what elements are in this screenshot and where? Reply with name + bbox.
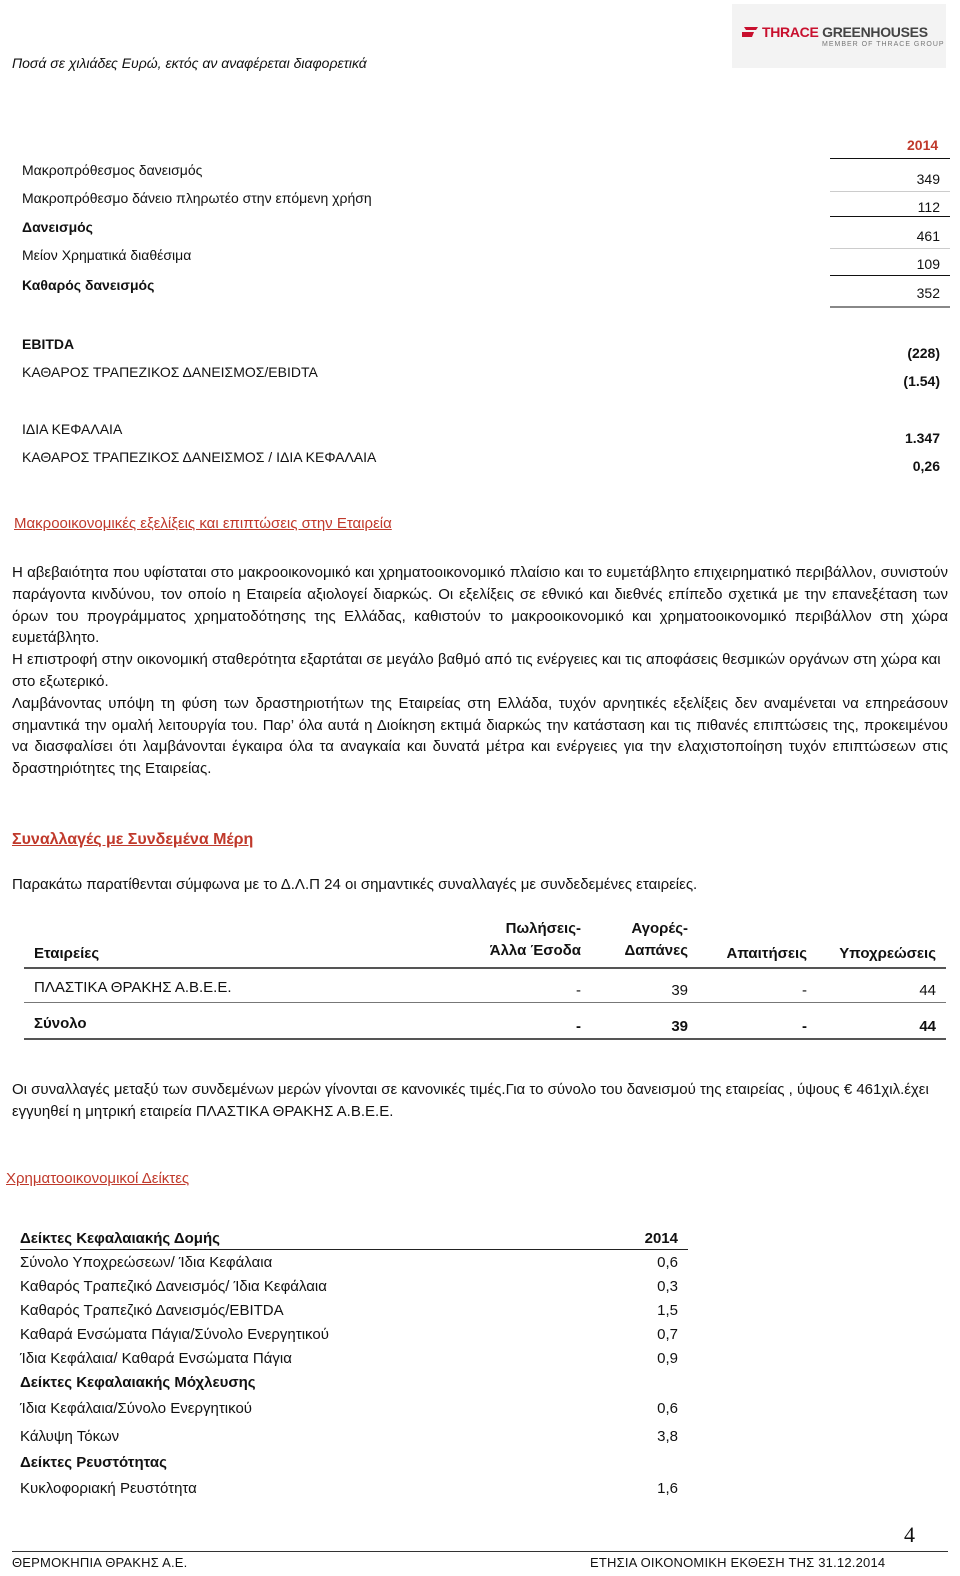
ratio-row bbox=[20, 1322, 688, 1346]
ratio-value: 1,5 bbox=[657, 1301, 678, 1319]
units-note: Ποσά σε χιλιάδες Ευρώ, εκτός αν αναφέρεται διαφορετικά bbox=[12, 55, 367, 71]
macro-text bbox=[12, 562, 948, 780]
ratio-label: Ίδια Κεφάλαια/Σύνολο Ενεργητικού bbox=[20, 1399, 252, 1417]
related-total-label: Σύνολο bbox=[34, 1015, 87, 1032]
debt-label-2: Δανεισμός bbox=[22, 219, 93, 235]
related-note: Οι συναλλαγές μεταξύ των συνδεμένων μερών γίνονται σε κανονικές τιμές.Για το σύνολο του δανεισμού της εταιρείας , ύψους € 461χιλ.έχει εγγυηθεί η μητρική εταιρεία ΠΛΑΣΤΙΚΑ ΘΡΑΚΗΣ Α.Β.Ε.Ε. bbox=[12, 1081, 929, 1120]
ratios-header-row bbox=[20, 1227, 688, 1250]
ebitda-value: (228) bbox=[907, 345, 940, 361]
ratio-label: Κάλυψη Τόκων bbox=[20, 1427, 120, 1445]
ratios-group2-heading: Δείκτες Κεφαλαιακής Μόχλευσης bbox=[20, 1373, 256, 1391]
col-purchases bbox=[581, 918, 688, 968]
debt-value-1: 112 bbox=[917, 199, 940, 215]
debt-label-1: Μακροπρόθεσμο δάνειο πληρωτέο στην επόμενη χρήση bbox=[22, 190, 372, 206]
equity-label: ΙΔΙΑ ΚΕΦΑΛΑΙΑ bbox=[22, 421, 123, 437]
debt-value-0: 349 bbox=[916, 171, 940, 187]
col-sales-line1: Πωλήσεις- bbox=[505, 920, 581, 937]
col-payables: Υποχρεώσεις bbox=[839, 945, 936, 962]
col-purchases-line2: Δαπάνες bbox=[624, 942, 688, 959]
footer-rule bbox=[12, 1551, 948, 1552]
ebitda-ratio-value: (1.54) bbox=[903, 373, 940, 389]
related-total-sales: - bbox=[576, 1018, 581, 1035]
macro-paragraph-2: Η επιστροφή στην οικονομική σταθερότητα εξαρτάται σε μεγάλο βαθμό από τις ενέργειες και τις αποφάσεις θεσμικών οργάνων στη χώρα και στο εξωτερικό. bbox=[12, 651, 941, 690]
ratios-table bbox=[20, 1227, 688, 1502]
equity-ratio-label: ΚΑΘΑΡΟΣ ΤΡΑΠΕΖΙΚΟΣ ΔΑΝΕΙΣΜΟΣ / ΙΔΙΑ ΚΕΦΑΛΑΙΑ bbox=[22, 449, 377, 465]
related-section-title: Συναλλαγές με Συνδεμένα Μέρη bbox=[12, 831, 254, 848]
ratio-value: 0,6 bbox=[657, 1399, 678, 1417]
ebitda-label: EBITDA bbox=[22, 336, 75, 352]
ratios-year: 2014 bbox=[644, 1229, 678, 1247]
related-total-row bbox=[24, 1003, 946, 1040]
logo-subtitle: MEMBER OF THRACE GROUP bbox=[822, 41, 945, 48]
ratio-row bbox=[20, 1474, 688, 1502]
footer-right: ΕΤΗΣΙΑ ΟΙΚΟΝΟΜΙΚΗ ΕΚΘΕΣΗ ΤΗΣ 31.12.2014 bbox=[590, 1555, 886, 1570]
related-total-receivables: - bbox=[802, 1018, 807, 1035]
ratio-value: 3,8 bbox=[657, 1427, 678, 1445]
debt-value-4: 352 bbox=[916, 285, 940, 301]
related-row-payables: 44 bbox=[919, 982, 936, 999]
ratio-row bbox=[20, 1346, 688, 1370]
related-total-payables: 44 bbox=[919, 1018, 936, 1035]
ratio-row bbox=[20, 1298, 688, 1322]
debt-rule-bottom bbox=[830, 306, 950, 308]
ratio-label: Ίδια Κεφάλαια/ Καθαρά Ενσώματα Πάγια bbox=[20, 1349, 292, 1367]
ratio-value: 0,3 bbox=[657, 1277, 678, 1295]
equity-value: 1.347 bbox=[904, 430, 940, 446]
col-sales-line2: Άλλα Έσοδα bbox=[489, 942, 581, 959]
related-row-purchases: 39 bbox=[671, 982, 688, 999]
ratio-label: Κυκλοφοριακή Ρευστότητα bbox=[20, 1479, 197, 1497]
ratio-value: 0,7 bbox=[657, 1325, 678, 1343]
ratios-group2-row bbox=[20, 1370, 688, 1394]
ratio-value: 0,6 bbox=[657, 1253, 678, 1271]
ratio-value: 1,6 bbox=[657, 1479, 678, 1497]
ratio-row bbox=[20, 1422, 688, 1450]
debt-label-4: Καθαρός δανεισμός bbox=[22, 277, 155, 293]
macro-paragraph-1: Η αβεβαιότητα που υφίσταται στο μακροοικονομικό και χρηματοοικονομικό πλαίσιο και το ευμετάβλητο επιχειρηματικό περιβάλλον, συνιστούν παράγοντα κινδύνου, τον οποίο η Εταιρεία αξιολογεί διαρκώς. Οι εξελίξεις σε εθνικό και διεθνές επίπεδο σχετικά με την επανεξέταση των όρων του προγράμματος χρηματοδότησης της Ελλάδας, καθιστούν το μακροοικονομικό και χρηματοοικονομικό περιβάλλον στη χώρα ευμετάβλητο. bbox=[12, 564, 948, 647]
col-company: Εταιρείες bbox=[34, 945, 100, 962]
debt-label-3: Μείον Χρηματικά διαθέσιμα bbox=[22, 247, 192, 263]
related-intro: Παρακάτω παρατίθενται σύμφωνα με το Δ.Λ.Π 24 οι σημαντικές συναλλαγές με συνδεδεμένες εταιρείες. bbox=[12, 876, 698, 893]
debt-rule-2 bbox=[830, 216, 950, 217]
ratio-label: Σύνολο Υποχρεώσεων/ Ίδια Κεφάλαια bbox=[20, 1253, 273, 1271]
ratio-label: Καθαρός Τραπεζικό Δανεισμός/EBITDA bbox=[20, 1301, 284, 1319]
macro-paragraph-3: Λαμβάνοντας υπόψη τη φύση των δραστηριοτήτων της Εταιρείας στη Ελλάδα, τυχόν αρνητικές εξελίξεις δεν αναμένεται να επηρεάσουν σημαντικά την ομαλή λειτουργία του. Παρ’ όλα αυτά η Διοίκηση εκτιμά διαρκώς την κατάσταση και τις πιθανές επιπτώσεις της, προκειμένου να διασφαλίσει ότι λαμβάνονται έγκαιρα όλα τα αναγκαία και δυνατά μέτρα και ενέργειες για την ελαχιστοποίηση τυχόν επιπτώσεων στις δραστηριότητες της Εταιρείας. bbox=[12, 694, 948, 778]
ebitda-ratio-label: ΚΑΘΑΡΟΣ ΤΡΑΠΕΖΙΚΟΣ ΔΑΝΕΙΣΜΟΣ/EBIDTA bbox=[22, 364, 318, 380]
related-row bbox=[24, 968, 946, 1003]
ratios-section-title: Χρηματοοικονομικοί Δείκτες bbox=[6, 1170, 190, 1187]
related-row-company: ΠΛΑΣΤΙΚΑ ΘΡΑΚΗΣ Α.Β.Ε.Ε. bbox=[34, 979, 232, 996]
ratio-row bbox=[20, 1250, 688, 1275]
col-receivables: Απαιτήσεις bbox=[726, 945, 807, 962]
related-table bbox=[24, 918, 946, 1040]
ratio-row bbox=[20, 1274, 688, 1298]
related-row-receivables: - bbox=[802, 982, 807, 999]
debt-rule-1 bbox=[830, 191, 950, 192]
ratios-group3-row bbox=[20, 1450, 688, 1474]
ratio-row bbox=[20, 1394, 688, 1422]
debt-value-3: 109 bbox=[916, 256, 940, 272]
debt-rule-3 bbox=[830, 248, 950, 249]
col-sales bbox=[454, 918, 581, 968]
ratio-label: Καθαρά Ενσώματα Πάγια/Σύνολο Ενεργητικού bbox=[20, 1325, 329, 1343]
debt-year: 2014 bbox=[907, 137, 939, 153]
logo-mark-icon bbox=[742, 27, 758, 37]
debt-label-0: Μακροπρόθεσμος δανεισμός bbox=[22, 162, 203, 178]
page-number: 4 bbox=[904, 1522, 915, 1547]
ratios-group1-heading: Δείκτες Κεφαλαιακής Δομής bbox=[20, 1229, 220, 1247]
debt-rule-4 bbox=[830, 275, 950, 276]
related-total-purchases: 39 bbox=[671, 1018, 688, 1035]
macro-section-title: Μακροοικονομικές εξελίξεις και επιπτώσεις στην Εταιρεία bbox=[14, 515, 392, 532]
company-logo bbox=[732, 4, 946, 68]
ratio-value: 0,9 bbox=[657, 1349, 678, 1367]
ratios-group3-heading: Δείκτες Ρευστότητας bbox=[20, 1453, 167, 1471]
debt-rule-top bbox=[830, 158, 950, 159]
logo-text-a: THRACE bbox=[762, 24, 819, 40]
ratio-label: Καθαρός Τραπεζικό Δανεισμός/ Ίδια Κεφάλαια bbox=[20, 1277, 327, 1295]
debt-value-2: 461 bbox=[916, 228, 940, 244]
related-row-sales: - bbox=[576, 982, 581, 999]
related-header-row bbox=[24, 918, 946, 968]
equity-ratio-value: 0,26 bbox=[912, 458, 940, 474]
footer-left: ΘΕΡΜΟΚΗΠΙΑ ΘΡΑΚΗΣ Α.Ε. bbox=[12, 1555, 188, 1570]
logo-text-b: GREENHOUSES bbox=[818, 24, 928, 40]
col-purchases-line1: Αγορές- bbox=[631, 920, 688, 937]
